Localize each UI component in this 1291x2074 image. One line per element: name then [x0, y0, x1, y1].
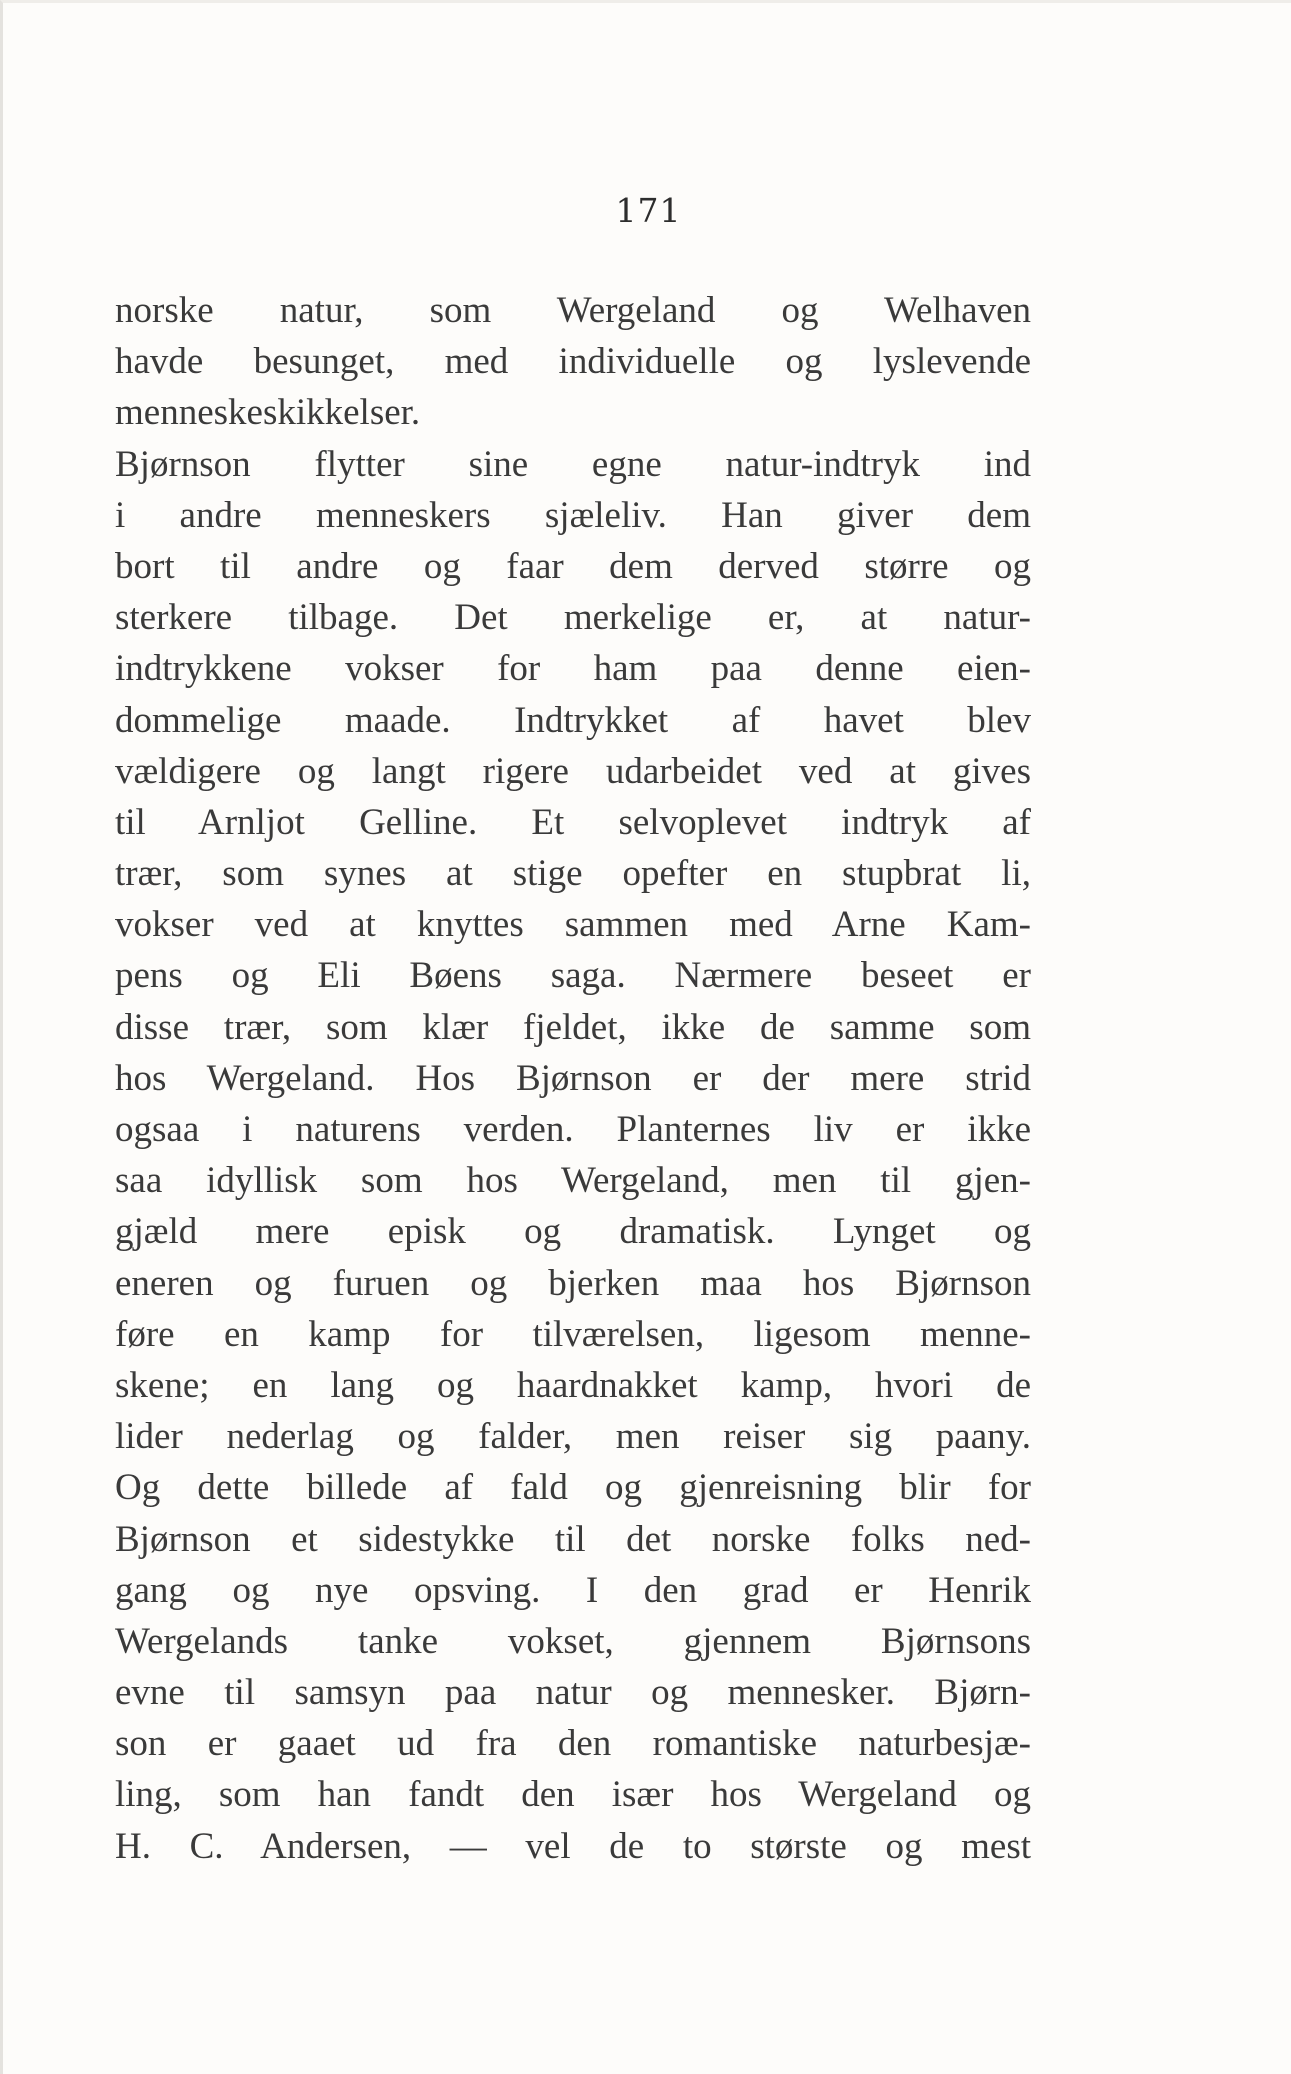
text-line: føre en kamp for tilværelsen, ligesom menne- — [115, 1313, 1031, 1355]
text-line: saa idyllisk som hos Wergeland, men til gjen- — [115, 1160, 1031, 1202]
text-line: sterkere tilbage. Det merkelige er, at natur- — [115, 597, 1031, 639]
text-line: disse trær, som klær fjeldet, ikke de samme som — [115, 1006, 1031, 1048]
text-line: gjæld mere episk og dramatisk. Lynget og — [115, 1211, 1031, 1253]
text-line: Og dette billede af fald og gjenreisning blir for — [115, 1467, 1031, 1509]
text-line: ling, som han fandt den især hos Wergeland og — [115, 1774, 1031, 1816]
text-line: Bjørnson flytter sine egne natur-indtryk ind — [115, 443, 1031, 485]
text-line: vokser ved at knyttes sammen med Arne Kam- — [115, 904, 1031, 946]
text-line: dommelige maade. Indtrykket af havet blev — [115, 699, 1031, 741]
text-line: i andre menneskers sjæleliv. Han giver dem — [115, 494, 1031, 536]
text-line: H. C. Andersen, — vel de to største og mest — [115, 1825, 1031, 1867]
text-line: indtrykkene vokser for ham paa denne eien- — [115, 648, 1031, 690]
text-line: skene; en lang og haardnakket kamp, hvori de — [115, 1364, 1031, 1406]
text-line: bort til andre og faar dem derved større og — [115, 545, 1031, 587]
text-line: trær, som synes at stige opefter en stupbrat li, — [115, 853, 1031, 895]
text-line: eneren og furuen og bjerken maa hos Bjørnson — [115, 1262, 1031, 1304]
text-line: hos Wergeland. Hos Bjørnson er der mere strid — [115, 1057, 1031, 1099]
text-line: pens og Eli Bøens saga. Nærmere beseet er — [115, 955, 1031, 997]
text-line: norske natur, som Wergeland og Welhaven — [115, 290, 1031, 331]
text-line: ogsaa i naturens verden. Planternes liv er ikke — [115, 1109, 1031, 1150]
text-line: havde besunget, med individuelle og lyslevende — [115, 341, 1031, 383]
text-line: son er gaaet ud fra den romantiske naturbesjæ- — [115, 1723, 1031, 1765]
text-line: menneskeskikkelser. — [115, 392, 421, 434]
text-line: til Arnljot Gelline. Et selvoplevet indtryk af — [115, 801, 1031, 843]
text-line: gang og nye opsving. I den grad er Henrik — [115, 1569, 1031, 1611]
text-line: Bjørnson et sidestykke til det norske folks ned- — [115, 1518, 1031, 1560]
text-line: evne til samsyn paa natur og mennesker. Bjørn- — [115, 1672, 1031, 1714]
body-text — [115, 285, 1031, 1872]
page-number: 171 — [615, 191, 682, 230]
text-line: lider nederlag og falder, men reiser sig paany. — [115, 1416, 1031, 1458]
text-line: Wergelands tanke vokset, gjennem Bjørnsons — [115, 1620, 1031, 1662]
text-line: vældigere og langt rigere udarbeidet ved at gives — [115, 750, 1031, 792]
